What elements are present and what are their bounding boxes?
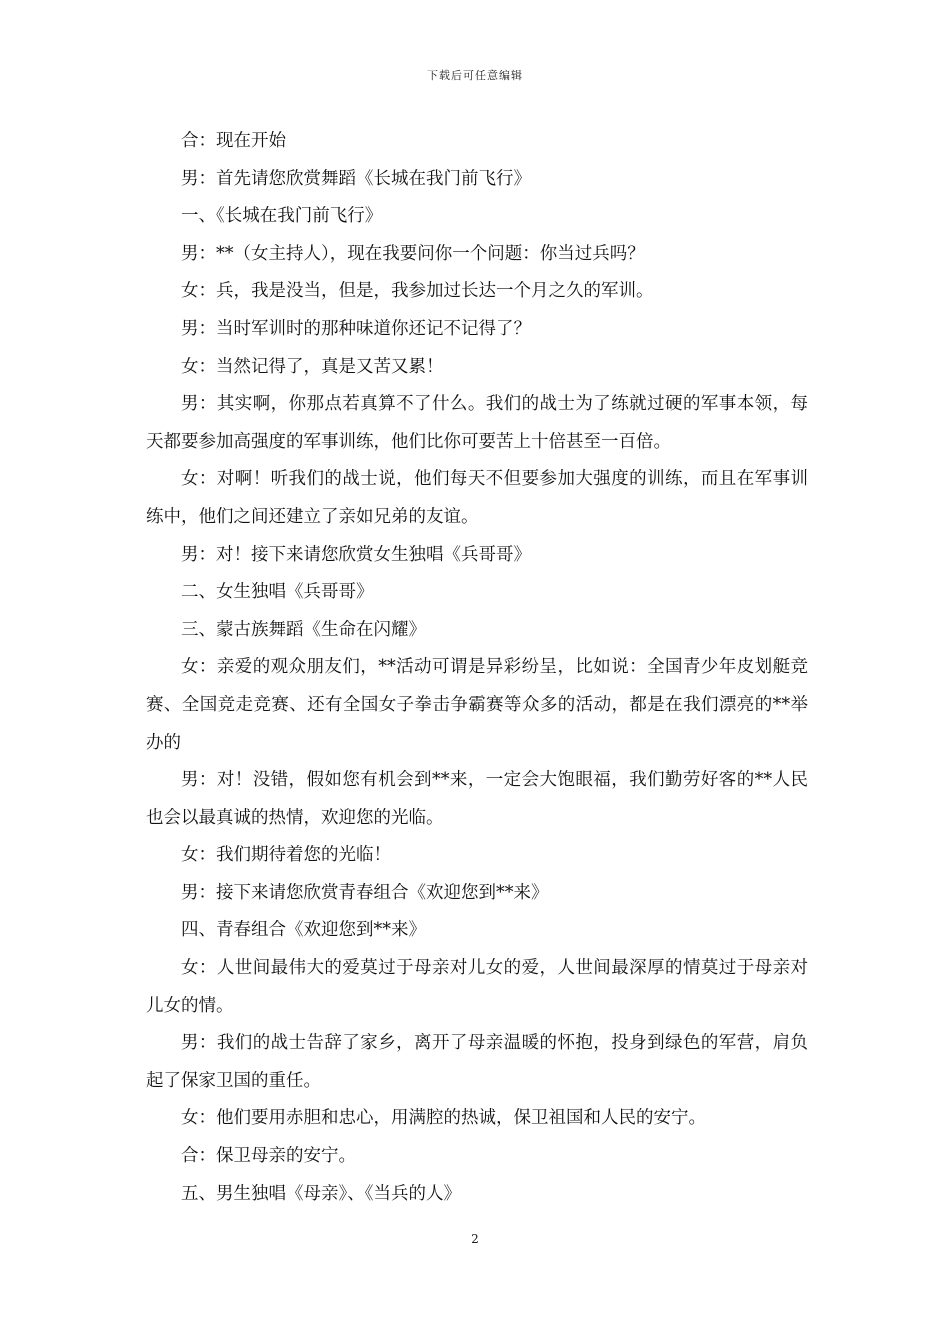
paragraph: 二、女生独唱《兵哥哥》 (181, 582, 374, 603)
paragraph: 男：其实啊，你那点若真算不了什么。我们的战士为了练就过硬的军事本领，每天都要参加高强度的军事训练，他们比你可要苦上十倍甚至一百倍。 (146, 394, 808, 452)
paragraph: 男：当时军训时的那种味道你还记不记得了？ (181, 318, 531, 339)
paragraph: 四、青春组合《欢迎您到**来》 (181, 920, 426, 941)
paragraph: 男：**（女主持人），现在我要问你一个问题：你当过兵吗？ (181, 243, 645, 264)
paragraph: 男：对！接下来请您欣赏女生独唱《兵哥哥》 (181, 544, 531, 565)
paragraph: 男：接下来请您欣赏青春组合《欢迎您到**来》 (181, 882, 549, 903)
paragraph: 女：当然记得了，真是又苦又累！ (181, 356, 444, 377)
paragraph: 男：我们的战士告辞了家乡，离开了母亲温暖的怀抱，投身到绿色的军营，肩负起了保家卫国的重任。 (146, 1033, 808, 1091)
paragraph: 女：人世间最伟大的爱莫过于母亲对儿女的爱，人世间最深厚的情莫过于母亲对儿女的情。 (146, 958, 808, 1016)
paragraph: 合：现在开始 (181, 131, 286, 151)
paragraph: 女：我们期待着您的光临！ (181, 845, 391, 866)
paragraph: 合：保卫母亲的安宁。 (181, 1146, 356, 1167)
paragraph: 女：兵，我是没当，但是，我参加过长达一个月之久的军训。 (181, 281, 654, 302)
document-body (146, 123, 808, 1213)
page-number: 2 (471, 1232, 479, 1246)
page-header-note: 下载后可任意编辑 (427, 69, 523, 82)
paragraph: 男：对！没错，假如您有机会到**来，一定会大饱眼福，我们勤劳好客的**人民也会以最真诚的热情，欢迎您的光临。 (146, 770, 808, 828)
paragraph: 女：对啊！听我们的战士说，他们每天不但要参加大强度的训练，而且在军事训练中，他们之间还建立了亲如兄弟的友谊。 (146, 469, 808, 527)
paragraph: 女：亲爱的观众朋友们，**活动可谓是异彩纷呈，比如说：全国青少年皮划艇竞赛、全国竞走竞赛、还有全国女子拳击争霸赛等众多的活动，都是在我们漂亮的**举办的 (146, 657, 808, 753)
paragraph: 一、《长城在我门前飞行》 (181, 206, 383, 227)
paragraph: 男：首先请您欣赏舞蹈《长城在我门前飞行》 (181, 168, 531, 189)
paragraph: 五、男生独唱《母亲》、《当兵的人》 (181, 1183, 461, 1204)
paragraph: 三、蒙古族舞蹈《生命在闪耀》 (181, 619, 426, 640)
paragraph: 女：他们要用赤胆和忠心，用满腔的热诚，保卫祖国和人民的安宁。 (181, 1108, 706, 1129)
